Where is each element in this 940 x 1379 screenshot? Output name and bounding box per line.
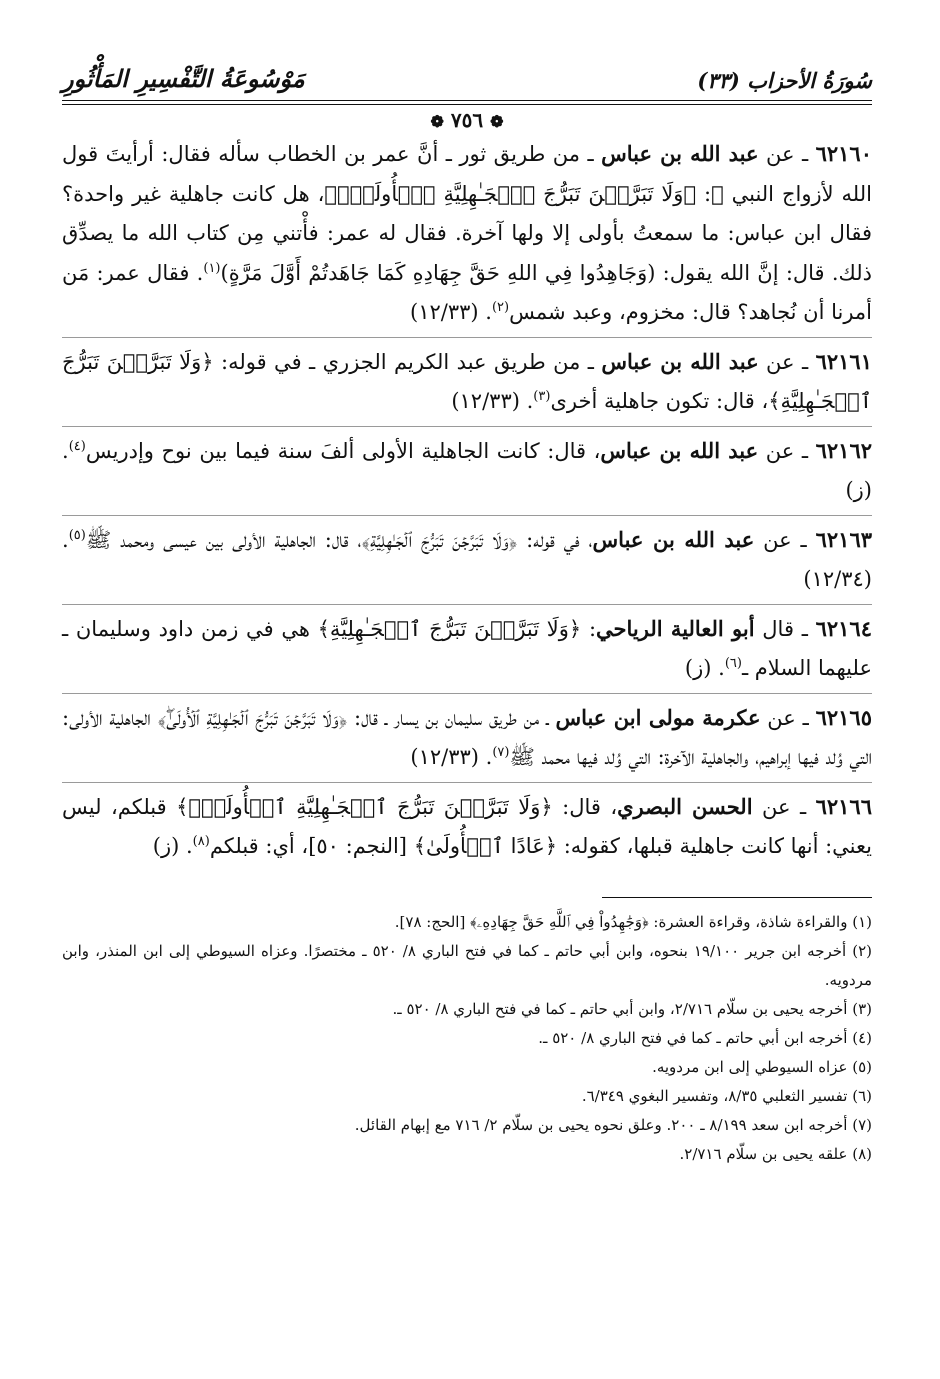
quran-quote: ﴿وَلَا تَبَرَّجۡنَ تَبَرُّجَ ٱلۡجَـٰهِلِيَّةِ ٱلۡأُولَىٰۖ﴾ xyxy=(176,794,553,819)
entry-text: ـ عن xyxy=(760,705,816,730)
entry-text: ـ من طريق سليمان بن يسار ـ قال: xyxy=(347,705,556,730)
book-title: مَوْسُوعَةُ التَّفْسِيرِ المَأْثُورِ xyxy=(62,64,305,93)
footnote-separator xyxy=(602,897,872,898)
narrator-name: الحسن البصري xyxy=(617,793,753,819)
narrator-name: عكرمة مولى ابن عباس xyxy=(555,704,761,730)
page-number-line xyxy=(62,108,872,134)
quran-quote: ﴿عَادًا ٱلۡأُولَىٰ﴾ xyxy=(413,834,558,858)
entry-text: ـ عن xyxy=(758,349,816,374)
footnote-marker[interactable]: (١) xyxy=(203,260,221,276)
narration-entry xyxy=(62,698,872,783)
quran-quote: ﴿وَلَا تَبَرَّجۡنَ تَبَرُّجَ ٱلۡجَـٰهِلِيَّةِ ٱلۡأُولَىٰۖ﴾ xyxy=(157,705,348,730)
entry-text: ـ من طريق ثور ـ أنَّ عمر بن الخطاب سأله فقال: أرأيتَ قول الله لأزواج النبي ﷺ: xyxy=(62,142,872,206)
entry-text: . xyxy=(478,745,493,769)
narration-entry xyxy=(62,787,872,871)
entry-text: [النجم: ٥٠]، أي: قبلكم xyxy=(209,834,414,858)
entry-text: هي في زمن داود وسليمان ـ عليهما السلام ـ xyxy=(62,616,872,680)
entry-text: . xyxy=(62,527,69,552)
entry-number: ٦٢١٦٥ xyxy=(815,704,872,730)
entry-text: قبلكم، ليس يعني: أنها كانت جاهلية قبلها، كقوله: xyxy=(62,794,872,858)
entry-number: ٦٢١٦٣ xyxy=(815,526,873,552)
footnote: (٤) أخرجه ابن أبي حاتم ـ كما في فتح الباري ٨/ ٥٢٠ ـ. xyxy=(538,1028,872,1047)
header-rule xyxy=(62,100,872,101)
entry-number: ٦٢١٦٠ xyxy=(815,141,872,166)
quran-quote: ﴿وَلَا تَبَرَّجۡنَ تَبَرُّجَ ٱلۡجَـٰهِلِيَّةِ ٱلۡأُولَىٰۖ﴾ xyxy=(324,181,697,206)
footnote: (٣) أخرجه يحيى بن سلّام ٢/٧١٦، وابن أبي حاتم ـ كما في فتح الباري ٨/ ٥٢٠ ـ. xyxy=(392,999,872,1018)
ornament-icon: ❁ xyxy=(490,112,504,131)
entry-text: . xyxy=(519,389,534,413)
entry-text: ـ عن xyxy=(758,438,816,463)
entry-text: : xyxy=(581,616,597,641)
entry-text: ، هل كانت جاهلية غير واحدة؟ فقال ابن عباس: ما سمعتُ بأولى إلا ولها آخرة. فقال له عمر: فأْتني مِن كتاب الله ما يصدِّق ذلك. قال: إنَّ الله يقول: (وَجَاهِدُوا فِي اللهِ حَقَّ جِهَادِهِ كَمَا جَاهَدتُمْ أَوَّلَ مَرَّةٍ) xyxy=(62,181,872,285)
entry-number: ٦٢١٦٦ xyxy=(815,793,872,819)
entry-text: ، قال: الجاهلية الأولى بين عيسى ومحمد ﷺ xyxy=(85,527,362,552)
entries-list xyxy=(62,134,872,871)
narration-entry xyxy=(62,609,872,694)
entry-text: ـ عن xyxy=(754,527,816,552)
footnote: (٢) أخرجه ابن جرير ١٩/١٠٠ بنحوه، وابن أبي حاتم ـ كما في فتح الباري ٨/ ٥٢٠ ـ مختصرًا. وعزاه السيوطي إلى ابن المنذر، وابن مردويه. xyxy=(62,941,873,989)
narrator-name: عبد الله بن عباس xyxy=(600,437,759,463)
ornament-icon: ❁ xyxy=(430,112,444,131)
source-reference: (ز) xyxy=(152,834,180,858)
source-reference: (ز) xyxy=(845,478,872,502)
footnote: (٧) أخرجه ابن سعد ٨/١٩٩ ـ ٢٠٠. وعلق نحوه يحيى بن سلّام ٢/ ٧١٦ مع إبهام القائل. xyxy=(354,1115,872,1134)
entry-number: ٦٢١٦٤ xyxy=(815,615,872,641)
entry-text: . فقال عمر: مَن أمرنا أن نُجاهد؟ قال: مخزوم، وعبد شمس xyxy=(62,260,872,324)
surah-title: سُورَةُ الأحزاب (٣٣) xyxy=(697,68,872,93)
running-header xyxy=(62,62,872,106)
source-reference: (١٢/٣٣) xyxy=(451,389,520,413)
narration-entry xyxy=(62,431,872,516)
entry-text: . xyxy=(62,438,69,463)
footnote-marker[interactable]: (٦) xyxy=(724,656,742,671)
source-reference: (١٢/٣٣) xyxy=(410,745,479,769)
source-reference: (١٢/٣٣) xyxy=(410,300,479,324)
footnote-marker[interactable]: (٣) xyxy=(533,389,551,404)
footnote-marker[interactable]: (٥) xyxy=(68,527,86,543)
narration-entry xyxy=(62,342,872,427)
footnote: (٨) علقه يحيى بن سلّام ٢/٧١٦. xyxy=(679,1144,872,1163)
narrator-name: عبد الله بن عباس xyxy=(601,141,759,166)
footnotes-list xyxy=(62,908,872,1169)
footnote: (٥) عزاه السيوطي إلى ابن مردويه. xyxy=(652,1057,872,1076)
source-reference: (١٢/٣٤) xyxy=(803,567,872,591)
source-reference: (ز) xyxy=(684,656,712,680)
book-page xyxy=(62,62,872,1169)
entry-text: ـ عن xyxy=(752,794,816,819)
narration-entry xyxy=(62,134,872,338)
entry-text: الجاهلية الأولى: التي وُلد فيها إبراهيم، والجاهلية الآخرة: التي وُلد فيها محمد ﷺ xyxy=(62,705,872,769)
entry-number: ٦٢١٦١ xyxy=(815,348,872,374)
entry-text: . xyxy=(179,834,193,858)
entry-text: ـ قال xyxy=(754,616,816,641)
entry-text: ، قال: كانت الجاهلية الأولى ألفَ سنة فيما بين نوح وإدريس xyxy=(85,438,601,463)
narration-entry xyxy=(62,520,872,605)
footnote-marker[interactable]: (٤) xyxy=(68,438,86,454)
footnote-marker[interactable]: (٧) xyxy=(492,745,510,760)
entry-number: ٦٢١٦٢ xyxy=(815,437,873,463)
quran-quote: ﴿وَلَا تَبَرَّجۡنَ تَبَرُّجَ ٱلۡجَـٰهِلِيَّةِ﴾ xyxy=(62,349,872,413)
entry-text: . xyxy=(711,656,725,680)
narrator-name: أبو العالية الرياحي xyxy=(596,615,755,641)
narrator-name: عبد الله بن عباس xyxy=(592,526,755,552)
footnote-marker[interactable]: (٢) xyxy=(491,300,510,315)
entry-text: ، قال: تكون جاهلية أخرى xyxy=(550,389,769,413)
quran-quote: ﴿وَلَا تَبَرَّجۡنَ تَبَرُّجَ ٱلۡجَـٰهِلِيَّةِ﴾ xyxy=(317,616,582,641)
entry-text: ، في قوله: xyxy=(517,527,593,552)
quran-quote: ﴿وَلَا تَبَرَّجۡنَ تَبَرُّجَ ٱلۡجَـٰهِلِيَّةِ﴾ xyxy=(361,527,518,552)
entry-text: ، قال: xyxy=(552,794,618,819)
footnote-marker[interactable]: (٨) xyxy=(192,834,210,849)
page-number: ٧٥٦ xyxy=(450,108,484,132)
entry-text: ـ من طريق عبد الكريم الجزري ـ في قوله: xyxy=(213,349,602,374)
narrator-name: عبد الله بن عباس xyxy=(601,348,759,374)
entry-text: . xyxy=(478,300,492,324)
footnote: (١) والقراءة شاذة، وقراءة العشرة: ﴿وَجَٰهِدُواْ فِي ٱللَّهِ حَقَّ جِهَادِهِۦ﴾ [الحج: ٧٨]. xyxy=(394,912,872,931)
footnote: (٦) تفسير الثعلبي ٨/٣٥، وتفسير البغوي ٦/٣٤٩. xyxy=(581,1086,872,1105)
entry-text: ـ عن xyxy=(758,142,816,166)
header-rule-thin xyxy=(62,104,872,105)
